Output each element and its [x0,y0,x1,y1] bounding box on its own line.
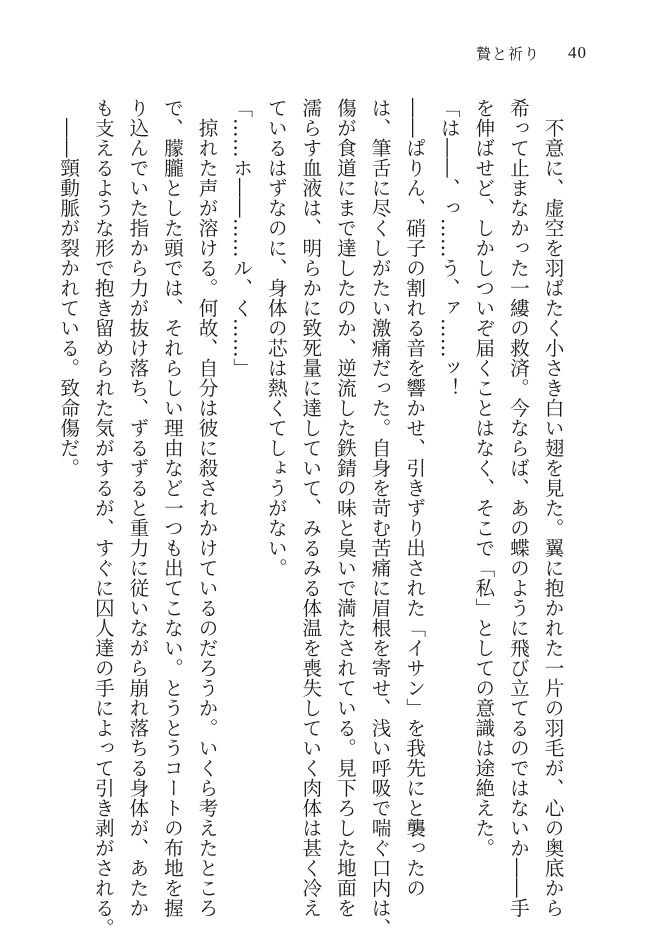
text-line: 濡らす血液は、明らかに致死量に達していて、みるみる体温を喪失していく肉体は甚く冷え [298,98,322,918]
dialogue-line: 「……ホ――……ル、く……」 [229,98,253,378]
text-line: 希って止まなかった一縷の救済。今ならば、あの蝶のように飛び立てるのではないか――手 [506,98,530,918]
vertical-body-text [56,98,569,938]
chapter-title: 贄と祈り [475,44,540,63]
page-number: 40 [568,43,587,62]
text-line: で、朦朧とした頭では、それらしい理由など一つも出てこない。とうとうコートの布地を握 [160,98,184,918]
text-line: り込んでいた指から力が抜け落ち、ずるずると重力に従いながら崩れ落ちる身体が、あたか [125,98,149,918]
text-line: も支えるような形で抱き留められた気がするが、すぐに囚人達の手によって引き剥がされる。 [91,98,115,938]
text-line: 掠れた声が溶ける。何故、自分は彼に殺されかけているのだろうか。いくら考えたところ [195,117,219,918]
text-line: ――ぱりん、硝子の割れる音を響かせ、引きずり出された「イサン」を我先にと襲ったの [402,98,426,898]
text-line: ているはずなのに、身体の芯は熱くてしょうがない。 [264,98,288,578]
dialogue-line: 「は――、っ……う、ァ……ッ！ [437,98,461,398]
text-line: ――頸動脈が裂かれている。致命傷だ。 [56,117,80,478]
text-line: 傷が食道にまで達したのか、逆流した鉄錆の味と臭いで満たされている。見下ろした地面を [333,98,357,918]
text-line: を伸ばせど、しかしついぞ届くことはなく、そこで「私」としての意識は途絶えた。 [471,98,495,858]
text-line: 不意に、虚空を羽ばたく小さき白い翅を見た。翼に抱かれた一片の羽毛が、心の奥底から [541,117,564,918]
text-line: は、筆舌に尽くしがたい激痛だった。自身を苛む苦痛に眉根を寄せ、浅い呼吸で喘ぐ口内は、 [368,98,392,938]
running-header [476,38,587,68]
